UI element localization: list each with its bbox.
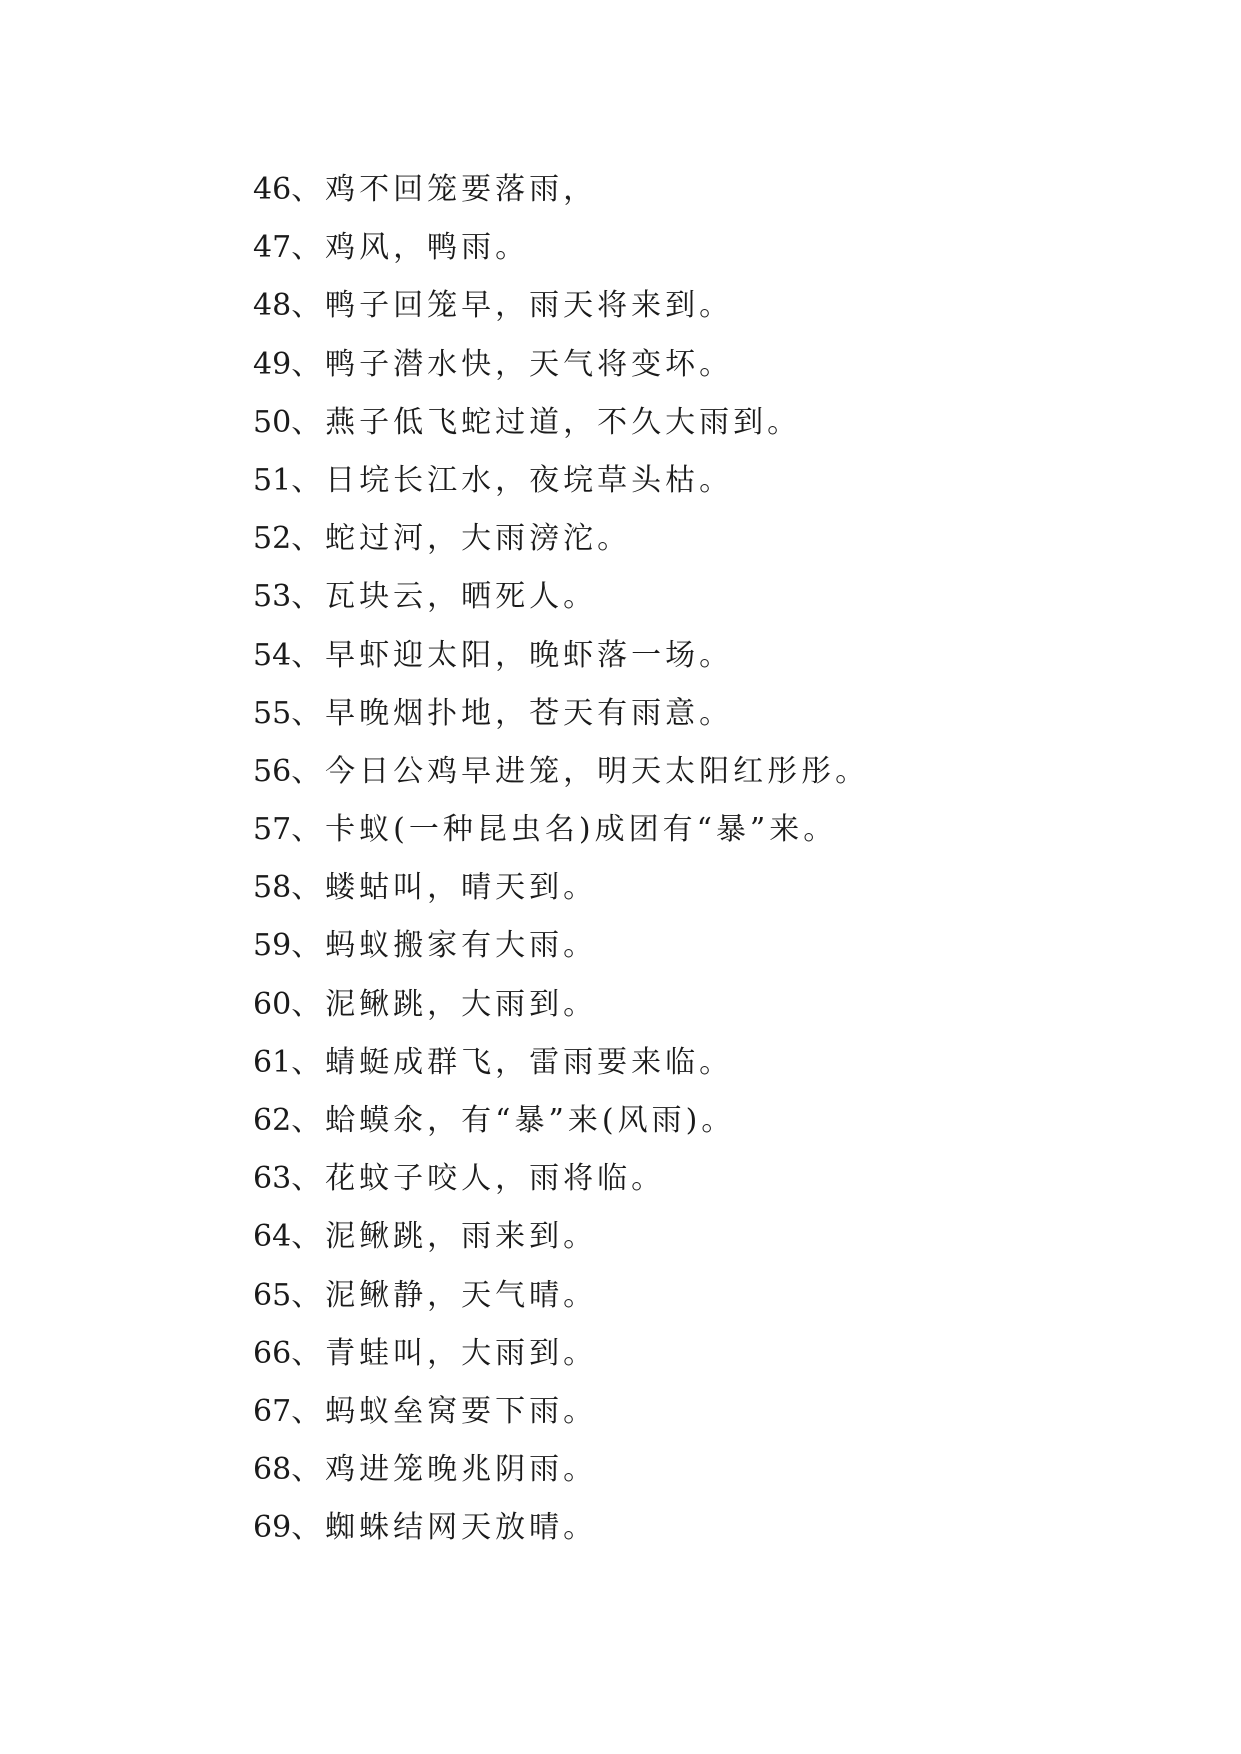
proverb-number: 64 <box>253 1219 292 1255</box>
proverb-text: 、青蛙叫，大雨到。 <box>291 1335 598 1371</box>
proverb-number: 62 <box>253 1103 292 1138</box>
proverb-number: 63 <box>253 1161 292 1197</box>
proverb-number: 48 <box>253 288 292 324</box>
proverb-item <box>253 685 869 743</box>
proverb-item <box>253 394 869 452</box>
proverb-text: 、蜻蜓成群飞，雷雨要来临。 <box>291 1044 734 1080</box>
proverb-number: 53 <box>253 579 292 615</box>
proverb-number: 65 <box>253 1277 292 1313</box>
proverb-text: 、瓦块云，晒死人。 <box>291 579 598 615</box>
proverb-text: 、泥鳅跳，大雨到。 <box>291 986 598 1022</box>
proverb-item <box>253 452 869 510</box>
proverb-item <box>253 1208 869 1266</box>
proverb-text: 、蚂蚁搬家有大雨。 <box>291 928 598 964</box>
proverb-text: 、早虾迎太阳，晚虾落一场。 <box>291 637 734 673</box>
proverb-number: 55 <box>253 695 292 731</box>
proverb-list <box>253 161 869 1558</box>
proverb-number: 56 <box>253 753 292 789</box>
proverb-item <box>253 510 869 568</box>
proverb-text: 、卡蚁(一种昆虫名)成团有“暴”来。 <box>291 812 838 848</box>
proverb-text: 、蛤蟆氽，有“暴”来(风雨)。 <box>291 1103 736 1138</box>
proverb-text: 、今日公鸡早进笼，明天太阳红彤彤。 <box>291 753 870 789</box>
proverb-text: 、蚂蚁垒窝要下雨。 <box>291 1393 598 1429</box>
proverb-number: 50 <box>253 404 292 440</box>
proverb-item <box>253 1383 869 1441</box>
proverb-number: 52 <box>253 521 292 557</box>
proverb-text: 、蛇过河，大雨滂沱。 <box>291 521 632 557</box>
proverb-item <box>253 568 869 626</box>
proverb-text: 、鸡不回笼要落雨， <box>291 172 598 207</box>
proverb-number: 58 <box>253 870 292 906</box>
proverb-text: 、泥鳅静，天气晴。 <box>291 1277 598 1313</box>
proverb-item <box>253 1325 869 1383</box>
proverb-text: 、早晚烟扑地，苍天有雨意。 <box>291 695 734 731</box>
proverb-number: 60 <box>253 986 292 1022</box>
proverb-item <box>253 336 869 394</box>
proverb-item <box>253 161 869 219</box>
proverb-number: 59 <box>253 928 292 964</box>
proverb-text: 、泥鳅跳，雨来到。 <box>291 1219 598 1255</box>
proverb-item <box>253 1267 869 1325</box>
proverb-item <box>253 1441 869 1499</box>
proverb-item <box>253 801 869 859</box>
proverb-number: 61 <box>253 1044 292 1080</box>
proverb-number: 57 <box>253 812 292 848</box>
proverb-number: 46 <box>253 172 292 207</box>
proverb-item <box>253 917 869 975</box>
proverb-number: 47 <box>253 230 292 266</box>
proverb-item <box>253 976 869 1034</box>
proverb-number: 54 <box>253 637 292 673</box>
proverb-text: 、花蚊子咬人，雨将临。 <box>291 1161 666 1197</box>
proverb-text: 、蝼蛄叫，晴天到。 <box>291 870 598 906</box>
proverb-text: 、鸡风，鸭雨。 <box>291 230 530 266</box>
proverb-text: 、鸭子潜水快，天气将变坏。 <box>291 346 734 382</box>
proverb-number: 49 <box>253 346 292 382</box>
proverb-item <box>253 627 869 685</box>
proverb-item <box>253 1150 869 1208</box>
proverb-number: 69 <box>253 1510 292 1546</box>
proverb-item <box>253 1499 869 1557</box>
proverb-text: 、鸭子回笼早，雨天将来到。 <box>291 288 734 324</box>
proverb-item <box>253 219 869 277</box>
proverb-number: 66 <box>253 1335 292 1371</box>
proverb-number: 68 <box>253 1452 292 1488</box>
proverb-text: 、蜘蛛结网天放晴。 <box>291 1510 598 1546</box>
proverb-number: 51 <box>253 462 292 498</box>
proverb-text: 、鸡进笼晚兆阴雨。 <box>291 1452 598 1488</box>
proverb-text: 、燕子低飞蛇过道，不久大雨到。 <box>291 404 802 440</box>
proverb-item <box>253 859 869 917</box>
proverb-item <box>253 1092 869 1150</box>
proverb-item <box>253 1034 869 1092</box>
proverb-text: 、日垸长江水，夜垸草头枯。 <box>291 462 734 498</box>
proverb-item <box>253 743 869 801</box>
proverb-item <box>253 277 869 335</box>
proverb-number: 67 <box>253 1393 292 1429</box>
